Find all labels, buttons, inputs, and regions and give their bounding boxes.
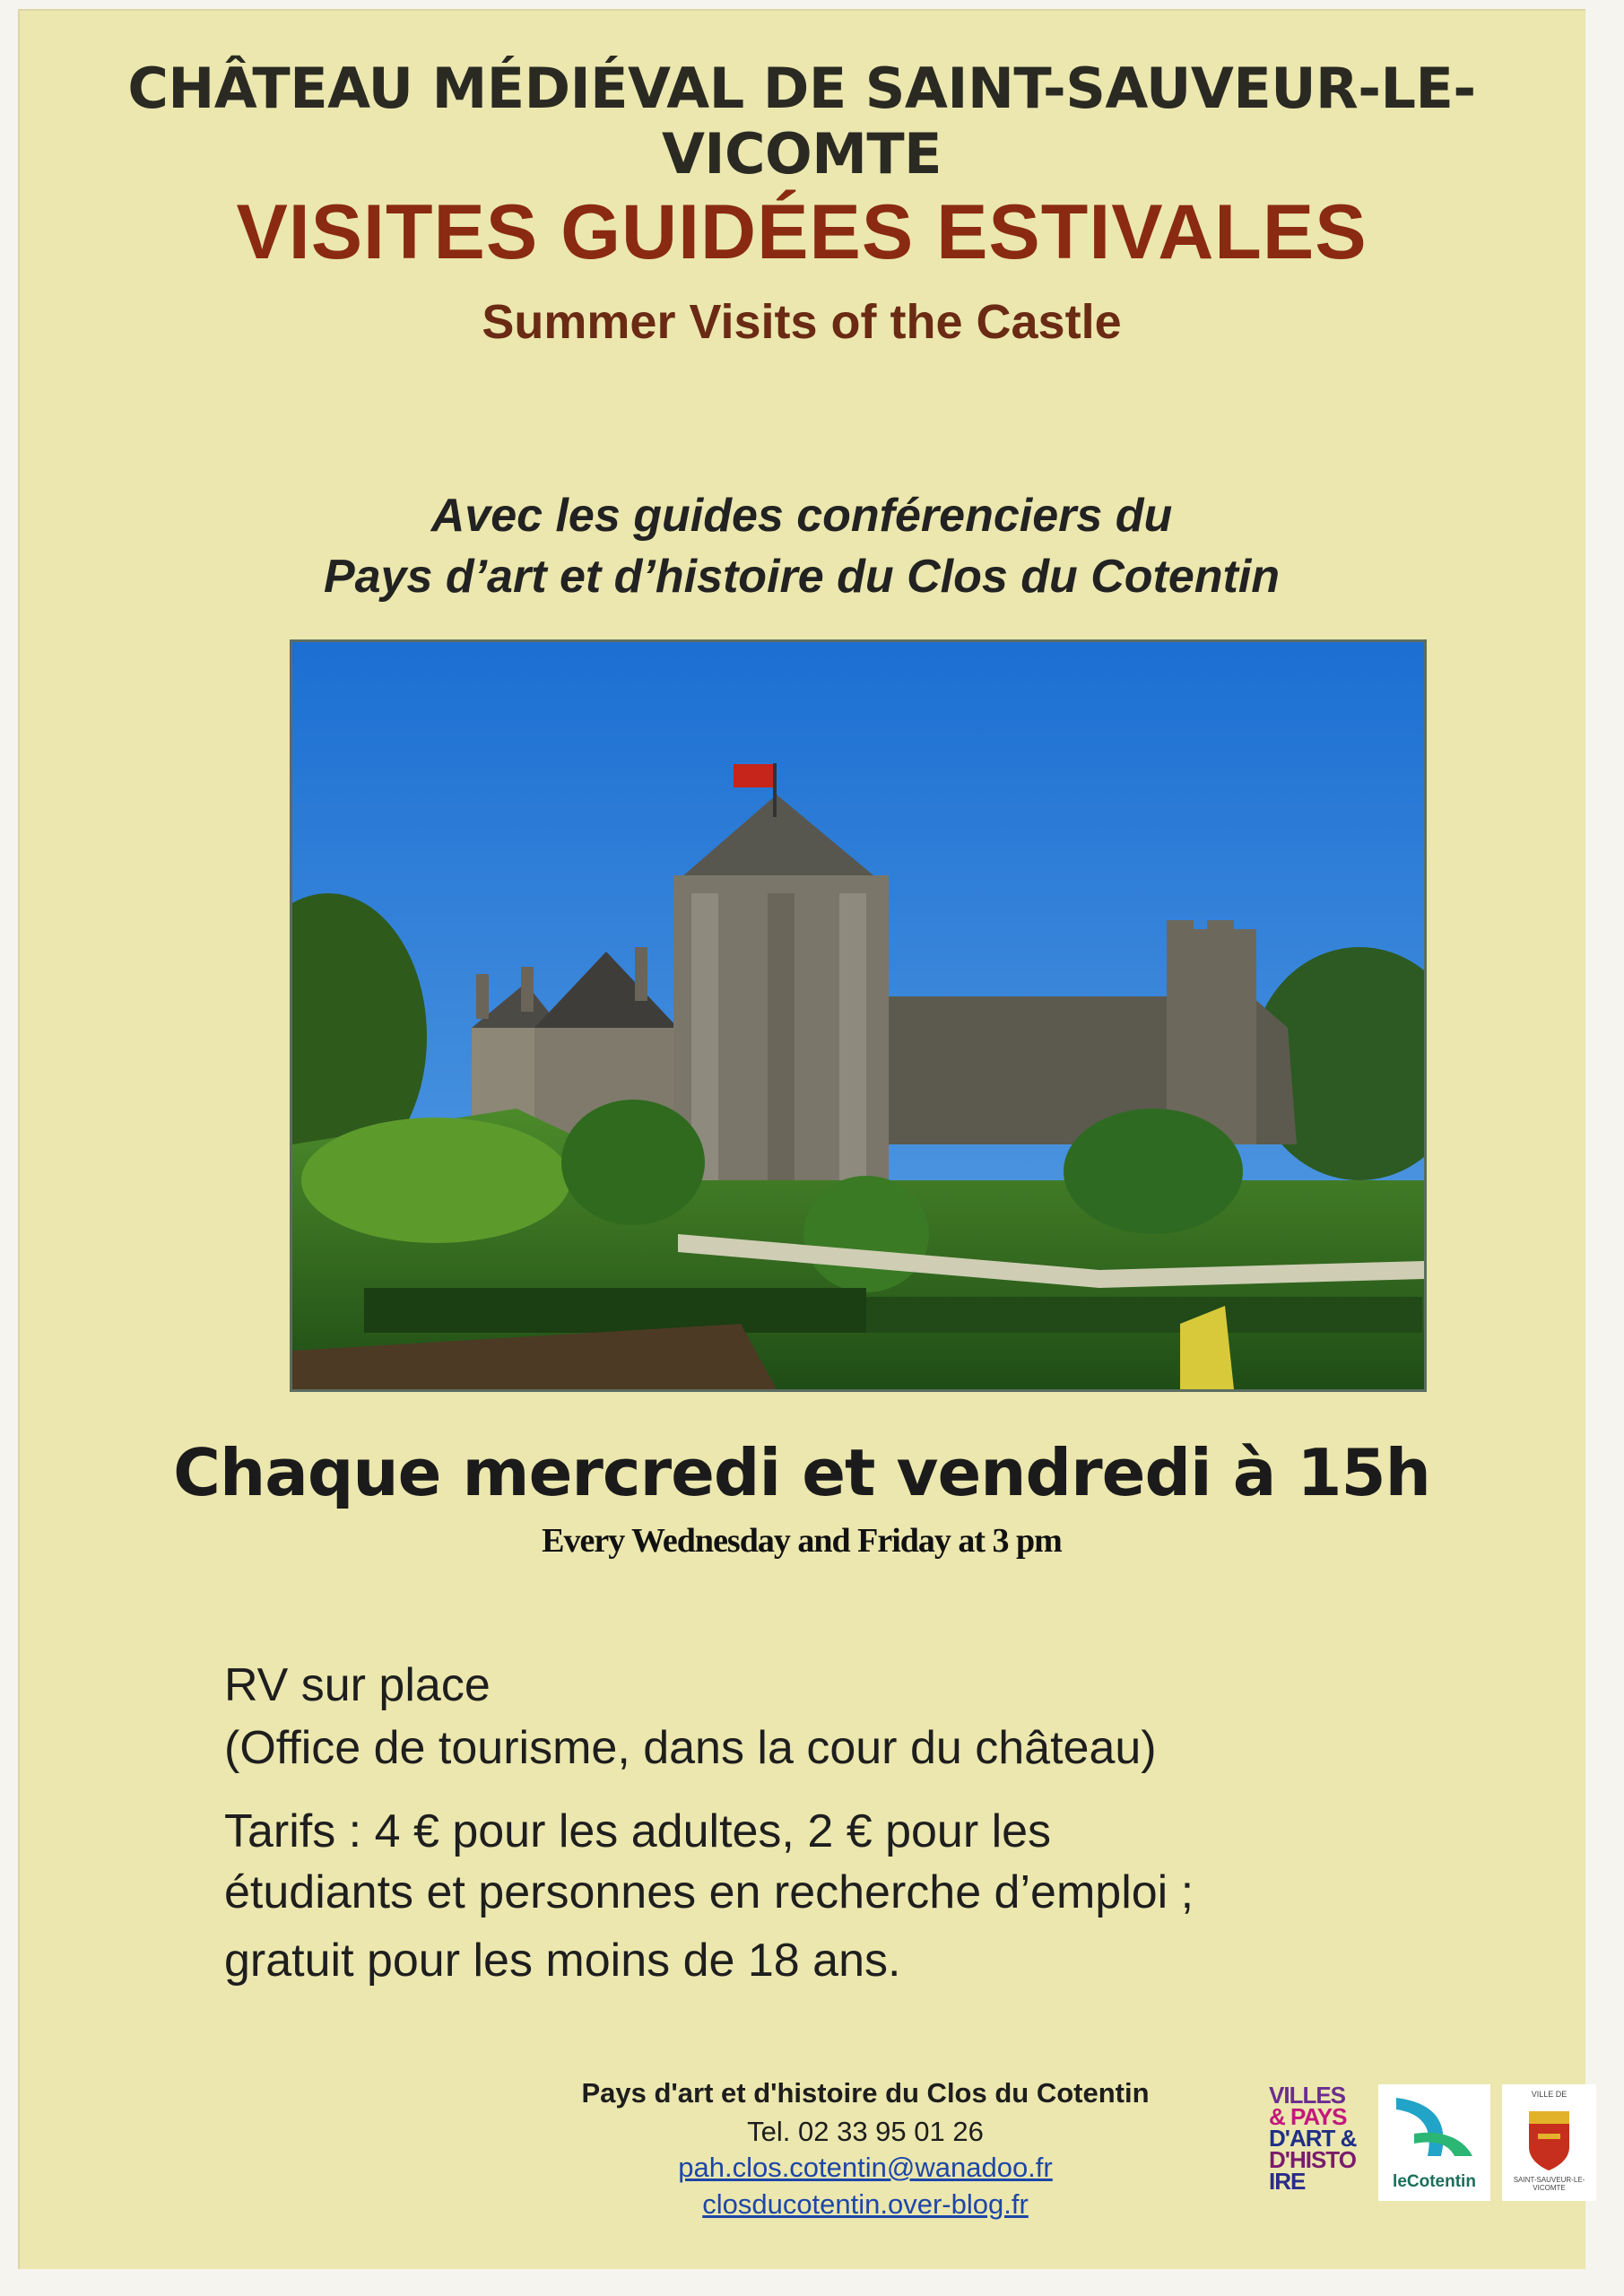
guides-line-2: Pays d’art et d’histoire du Clos du Cotentin	[323, 551, 1281, 603]
prices-line-1: Tarifs : 4 € pour les adultes, 2 € pour les	[224, 1805, 1052, 1857]
contact-blog-link[interactable]: closducotentin.over-blog.fr	[702, 2188, 1029, 2220]
poster	[18, 9, 1585, 2269]
meeting-location: (Office de tourisme, dans la cour du château)	[224, 1722, 1157, 1774]
castle-photo	[290, 639, 1427, 1392]
contact-email-link[interactable]: pah.clos.cotentin@wanadoo.fr	[678, 2152, 1053, 2183]
meeting-point: RV sur place	[224, 1659, 491, 1711]
ville-saint-sauveur-logo	[1502, 2084, 1596, 2201]
prices-line-2: étudiants et personnes en recherche d’emploi ;	[224, 1866, 1194, 1918]
guides-line-1: Avec les guides conférenciers du	[430, 490, 1173, 542]
schedule-french: Chaque mercredi et vendredi à 15h	[173, 1435, 1430, 1510]
logo-text: D'ART &	[1269, 2125, 1357, 2152]
poster-title: CHÂTEAU MÉDIÉVAL DE SAINT-SAUVEUR-LE-VICOMTE	[127, 56, 1476, 187]
le-cotentin-logo	[1378, 2084, 1490, 2201]
cotentin-label: leCotentin	[1393, 2172, 1476, 2191]
logo-text: & PAYS	[1269, 2103, 1347, 2130]
prices-line-3: gratuit pour les moins de 18 ans.	[224, 1935, 901, 1987]
cotentin-swoosh-icon	[1378, 2084, 1490, 2165]
logo-text: VILLES	[1269, 2082, 1346, 2109]
logo-text: IRE	[1269, 2168, 1306, 2195]
poster-heading: VISITES GUIDÉES ESTIVALES	[236, 189, 1368, 275]
villes-pays-art-histoire-logo	[1269, 2084, 1364, 2201]
poster-heading-english: Summer Visits of the Castle	[482, 295, 1122, 349]
contact-phone: Tel. 02 33 95 01 26	[747, 2116, 984, 2147]
schedule-english: Every Wednesday and Friday at 3 pm	[542, 1522, 1062, 1560]
ville-name: SAINT-SAUVEUR-LE-VICOMTE	[1513, 2176, 1585, 2192]
logo-text: D'HISTO	[1269, 2146, 1356, 2173]
ville-caption: VILLE DE	[1531, 2090, 1568, 2099]
contact-organisation: Pays d'art et d'histoire du Clos du Cotentin	[581, 2077, 1150, 2109]
